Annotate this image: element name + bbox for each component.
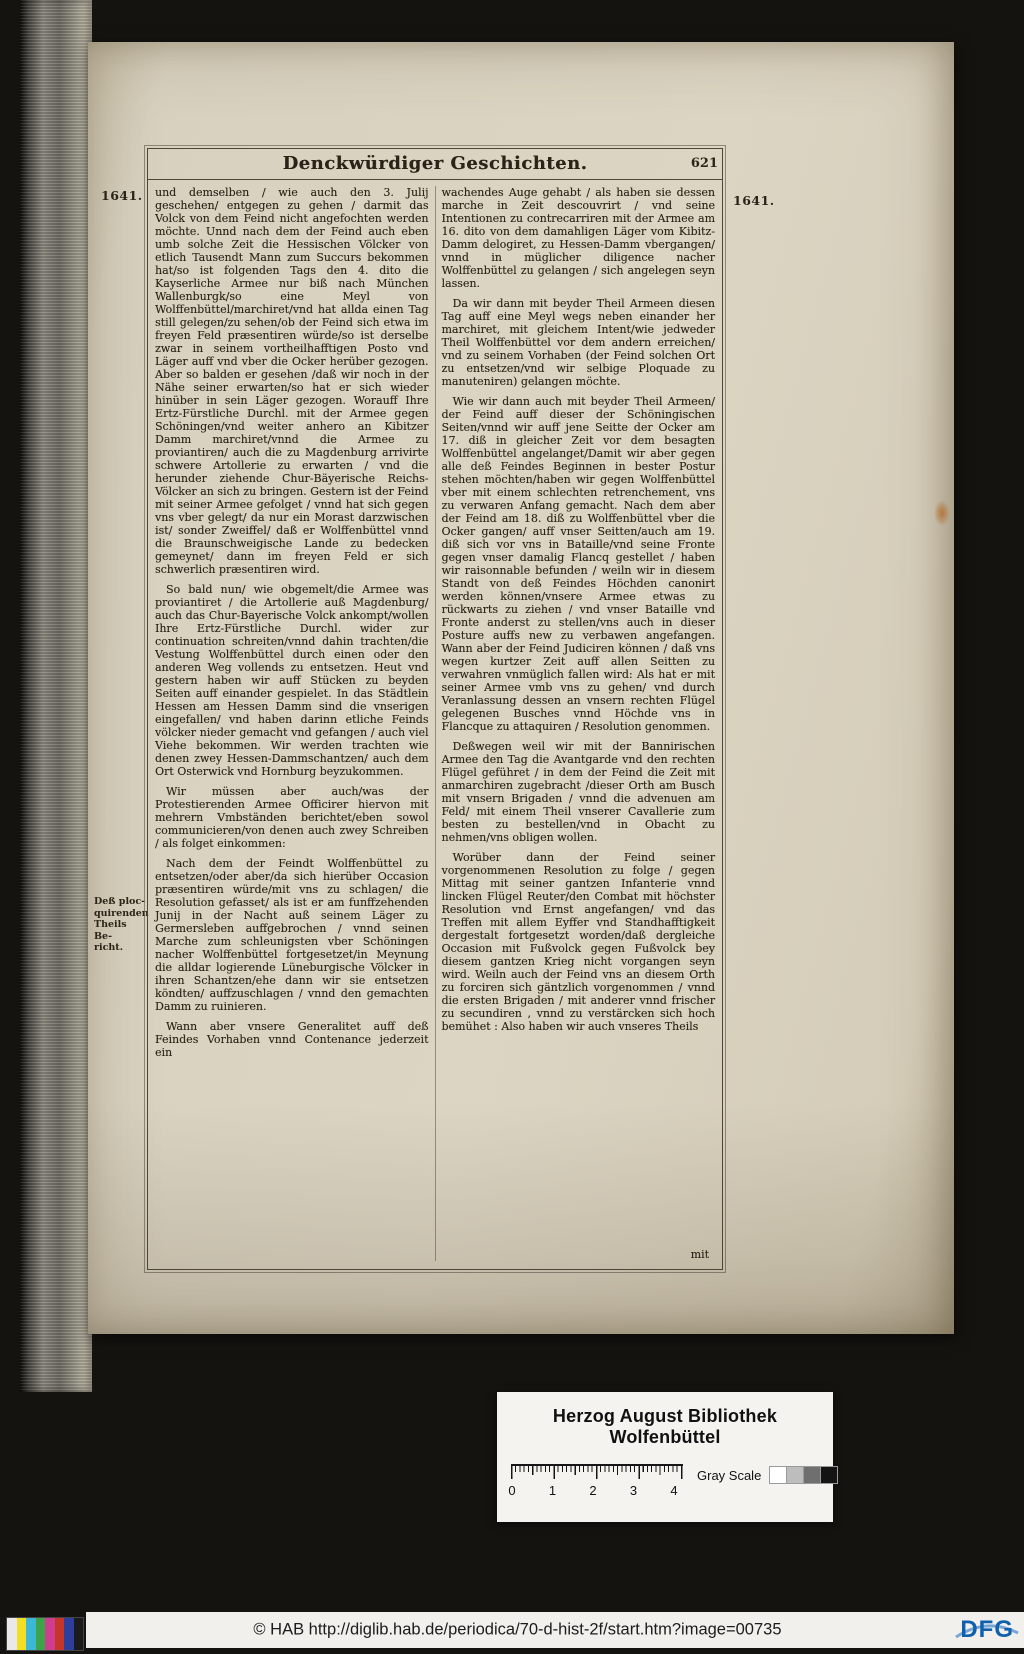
left-column [155, 186, 429, 1261]
gray-scale-patches [769, 1466, 838, 1484]
ruler-block [508, 1464, 683, 1498]
page-number: 621 [690, 156, 718, 171]
color-patch [64, 1618, 74, 1650]
paragraph: Deßwegen weil wir mit der Bannirischen Armee den Tag die Avantgarde vnd den rechten Flügel geführet / in dem der Feind die Zeit mit anmarchiren zugebracht /dieser Orth am Busch mit vnsern Brigaden / vnnd die advenuen am Feld/ mit einem Theil vnserer Cavallerie zum besten zu bestellen/vnd in Obacht zu nehmen/vns obligen wollen. [441, 740, 715, 844]
color-patch [17, 1618, 27, 1650]
ruler-number: 4 [670, 1483, 678, 1498]
text-columns [148, 180, 722, 1269]
paragraph: Worüber dann der Feind seiner vorgenommenen Resolution zu folge / gegen Mittag mit seiner gantzen Infanterie vnnd lincken Flügel Reuter/den Combat mit höchster Resolution vnd Ernst angefangen/ vnd das Treffen mit allem Eyffer vnd Standhafftigkeit dergestalt fortgesetzt worden/daß dergleiche Occasion mit Fußvolck gegen Fußvolck bey diesem gantzen Krieg nicht vorgangen seyn wird. Weiln auch der Feind vns an diesem Orth zu forciren sich gäntzlich vorgenommen / vnnd die ersten Brigaden / mit anderer vnnd frischer zu secundiren , vnnd zu verstärcken sich hoch bemühet : Also haben wir auch vnseres Theils [441, 851, 715, 1033]
dfg-logo [960, 1615, 1014, 1645]
gray-patch [787, 1466, 804, 1484]
paragraph: Da wir dann mit beyder Theil Armeen diesen Tag auff eine Meyl wegs neben einander her marchiret, mit gleichem Intent/wie jedweder Theil Wolffenbüttel vor dem andern erreichen/ vnd zu seinem Vorhaben (der Feind solchen Ort zu entsetzen/vnd wir selbige Ploquade zu manuteniren) gelangen möchte. [441, 297, 715, 388]
text-frame [147, 148, 723, 1270]
margin-note [94, 896, 149, 954]
ruler-numbers [507, 1483, 679, 1498]
color-patch [7, 1618, 17, 1650]
ruler [511, 1464, 683, 1480]
page-header [148, 149, 722, 180]
color-patch [45, 1618, 55, 1650]
gray-patch [821, 1466, 838, 1484]
gray-patch [804, 1466, 821, 1484]
gray-scale-label: Gray Scale [697, 1467, 762, 1483]
paragraph: Nach dem der Feindt Wolffenbüttel zu entsetzen/oder aber/da sich hierüber Occasion præsentiren würde/mit vns zu schlagen/ die Resolution gefasset/ als ist er am funffzehenden Junij in der Nacht auß seinem Läger zu Germersleben auffgebrochen / vnnd seinen Marche zum schleunigsten vber Schöningen nacher Wolffenbüttel fortgesetzet/in Meynung die alldar logierende Lüneburgische Völcker in ihren Schantzen/ehe dann wir sie entsetzen köndten/ auffzuschlagen / vnnd den gemachten Damm zu ruinieren. [155, 857, 429, 1013]
calibration-card [497, 1392, 833, 1522]
gray-patch [769, 1466, 787, 1484]
color-patch [74, 1618, 84, 1650]
paper-stain [934, 500, 950, 526]
paragraph: Wann aber vnsere Generalitet auff deß Feindes Vorhaben vnnd Contenance jederzeit ein [155, 1020, 429, 1059]
paragraph: So bald nun/ wie obgemelt/die Armee was proviantiret / die Artollerie auß Magdenburg/ auch das Chur-Bayerische Volck ankompt/wollen Ihre Ertz-Fürstliche Durchl. wider zur continuation schreiten/vnnd dahin trachten/die Vestung Wolffenbüttel durch einen oder den anderen Weg vollends zu entsetzen. Heut vnd gestern haben wir auff Stücken zu beyden Seiten auff einander gespielet. In das Städtlein Hessen am Hessen Damm sind die vnserigen eingefallen/ vnd haben darinn etliche Feinds völcker nieder gemacht vnd gefangen / auch viel Viehe bekommen. Wir werden trachten wie denen zwey Hessen-Dammschantzen/ auch dem Ort Osterwick vnd Hornburg beyzukommen. [155, 583, 429, 778]
margin-note-line: richt. [94, 942, 124, 953]
right-column [442, 186, 716, 1261]
paragraph: und demselben / wie auch den 3. Julij geschehen/ entgegen zu gehen / darmit das Volck von dem Feind nicht angefochten werden möchte. Unnd nach dem der Feind auch eben umb solche Zeit die Hessischen Völcker von etlich Tausendt Mann zum Succurs bekommen hat/so ist folgenden Tags den 4. dito die Kayserliche Armee nur biß nach München Wallenburgk/so eine Meyl von Wolffenbüttel/marchiret/vnd hat allda einen Tag still gelegen/zu sehen/ob der Feind sich etwa im freyen Feld præsentiren würde/so ist derselbe zwar in seinem vortheilhafftigen Posto vnd Läger auff vnd vber die Ocker herüber gezogen. Aber so balden er gesehen /daß wir noch in der Nähe seiner erwarten/so hat er sich wieder hinüber in sein Läger gezogen. Worauff Ihre Ertz-Fürstliche Durchl. mit der Armee gegen Schöningen/vnd weiter anhero an Kibitzer Damm marchiret/vnnd die Armee zu proviantiren/ auch die zu Magdenburg arrivirte schwere Artollerie zu erwarten / vnd die herunder ziehende Chur-Bäyerische Reichs-Völcker an sich zu bringen. Gestern ist der Feind mit seiner Armee gefolget / vnnd hat sich gegen vns vber gelegt/ da nur ein Morast darzwischen ist/ sonder Zweiffel/ daß er Wolffenbüttel vnnd die Braunschweigische Lande zu bedecken gemeynet/ dann im freyen Feld er sich schwerlich præsentiren wird. [155, 186, 429, 576]
source-url-text: © HAB http://diglib.hab.de/periodica/70-d-hist-2f/start.htm?image=00735 [253, 1620, 782, 1639]
gray-scale-block [697, 1466, 838, 1484]
running-title: Denckwürdiger Geschichten. [282, 153, 588, 174]
paragraph: Wie wir dann auch mit beyder Theil Armeen/ der Feind auff dieser der Schöningischen Seiten/vnnd wir auff jene Seitte der Ocker am 17. diß in gleicher Zeit vor dem besagten Wolffenbüttel angelanget/Damit wir aber gegen alle deß Feindes Beginnen in bester Postur stehen möchten/haben wir gegen Wolffenbüttel vber mit einem schlechten retrenchement, vns zu verwaren Anfang gemacht. Nach dem aber der Feind am 18. diß zu Wolffenbüttel vber die Ocker gangen/ auff vnser Seitten/auch am 19. diß sich vor vns in Bataille/vnd seine Fronte gegen vnser damalig Flancq gestellet / haben wir raisonnable befunden / weiln wir in diesem Standt von deß Feindes Höchden canonirt werden können/vnsere Armee etwas zu rückwarts zu ziehen / vnd vnser Bataille vnd Fronte anderst zu stellen/vns auch in dieser Posture auffs new zu verbawen angefangen. Wann aber der Feind Judiciren können / daß vns wegen kurtzer Zeit auff allen Seitten zu verwahren vnmüglich fallen wird: Als hat er mit seiner Armee vmb vns zu gehen/ vnd durch Veranlassung dessen an vnsern rechten Flügel gelegenen Busches vnnd Höchde vns in Flancque zu attaquiren / Resolution genommen. [441, 395, 715, 733]
margin-year-right: 1641. [733, 193, 775, 208]
ruler-number: 0 [508, 1483, 516, 1498]
color-calibration-strip [6, 1617, 84, 1651]
library-name: Herzog August Bibliothek Wolfenbüttel [552, 1406, 778, 1447]
dfg-logo-text: DFG [960, 1616, 1014, 1643]
paragraph: Wir müssen aber auch/was der Protestierenden Armee Officirer hiervon mit mehrern Vmbständen berichtet/eben sowol communicieren/von denen auch zwey Schreiben / als folget einkommen: [155, 785, 429, 850]
margin-note-line: Deß ploc- [94, 896, 146, 907]
color-patch [55, 1618, 65, 1650]
book-page [88, 42, 954, 1334]
catchword: mit [690, 1248, 709, 1261]
margin-note-line: Theils Be- [94, 919, 127, 942]
column-divider-rule [435, 186, 436, 1261]
attribution-bar [86, 1612, 1024, 1648]
margin-note-line: quirenden [94, 907, 149, 919]
book-fore-edge [20, 0, 92, 1392]
color-patch [36, 1618, 46, 1650]
margin-year-left: 1641. [101, 188, 143, 203]
ruler-number: 1 [548, 1483, 557, 1498]
paragraph: wachendes Auge gehabt / als haben sie dessen marche in Zeit descouvrirt / vnd seine Intentionen zu contrecarriren mit der Armee am 16. dito von dem damahligen Läger vom Kibitz-Damm delogiret, zu Hessen-Damm vbergangen/ vnnd in müglicher diligence nacher Wolffenbüttel zu gelangen / sich angelegen seyn lassen. [441, 186, 715, 290]
calibration-row [508, 1464, 819, 1498]
ruler-number: 3 [629, 1483, 638, 1498]
color-patch [26, 1618, 36, 1650]
ruler-number: 2 [589, 1483, 597, 1498]
